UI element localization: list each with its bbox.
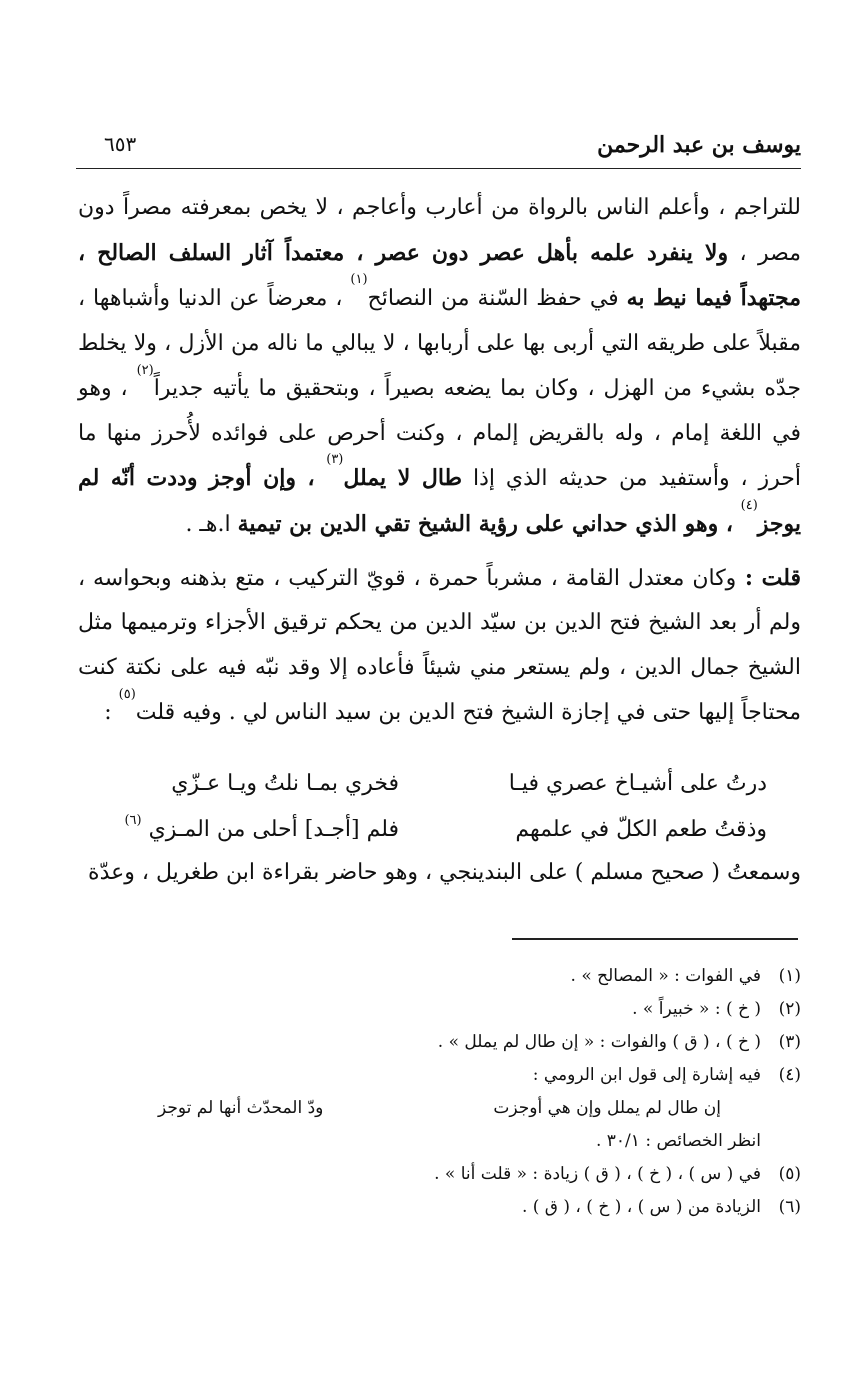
footnote-reference: انظر الخصائص : ٣٠/١ . — [595, 1131, 761, 1151]
footnote-text: في الفوات : « المصالح » . — [570, 966, 761, 986]
bold-text: قلت : — [736, 564, 801, 591]
text-run: ، معرضاً عن الدنيا وأشباهها ، مقبلاً على طريقه التي أربى بها على أربابها ، لا يبالي ما ناله من الأزل ، ولا يخلط جدّه بشيء من الهزل ، وكان بما يضعه بصيراً ، وبتحقيق ما يأتيه جديراً — [78, 286, 802, 401]
footnote-continuation — [78, 1125, 801, 1158]
footnote — [78, 960, 801, 993]
text-run: : — [104, 699, 119, 725]
footnote-separator — [512, 938, 798, 940]
footnote-marker: (٦) — [124, 812, 142, 828]
footnotes — [78, 960, 801, 1224]
footnote-number: (٤) — [778, 1065, 801, 1085]
bold-text: طال لا يملل — [343, 465, 463, 492]
footnote-text: الزيادة من ( س ) ، ( خ ) ، ( ق ) . — [521, 1197, 761, 1217]
footnote-number: (١) — [778, 966, 801, 986]
footnote-marker: (٣) — [326, 452, 344, 468]
footnote-marker: (١) — [350, 272, 368, 288]
footnote-verse-second: ودّ المحدّث أنها لم توجز — [158, 1098, 324, 1118]
footnote-text: فيه إشارة إلى قول ابن الرومي : — [532, 1065, 761, 1085]
poem — [110, 760, 767, 852]
footnote — [78, 1158, 801, 1191]
footnote — [78, 1059, 801, 1092]
text-run: في حفظ السّنة من النصائح — [367, 286, 627, 312]
poem-verse — [110, 760, 767, 806]
verse-text: فلم [أجـد] أحلى من المـزي — [148, 816, 400, 842]
footnote — [78, 1191, 801, 1224]
footnote-marker: (٢) — [136, 362, 154, 378]
text-run: ، وهو في اللغة إمام ، وله بالقريض إلمام ، وكنت أحرص على فوائده لأُحرز منها ما أحرز ، وأستفيد من حديثه الذي إذا — [78, 375, 801, 492]
text-run: وكان معتدل القامة ، مشرباً حمرة ، قويّ التركيب ، متع بذهنه وبحواسه ، ولم أر بعد الشيخ فتح الدين بن سيّد الدين من يحكم ترقيق الأجزاء وترميمها مثل الشيخ جمال الدين ، ولم يستعر مني شيئاً فأعاده إلا وقد نبّه فيه على نكتة كنت محتاجاً إليها حتى في إجازة الشيخ فتح الدين بن سيد الناس لي . وفيه قلت — [78, 565, 801, 725]
footnote — [78, 1026, 801, 1059]
text-run: ا.هـ . — [185, 511, 238, 537]
footnote-verse-first: إن طال لم يملل وإن هي أوجزت — [493, 1098, 721, 1118]
running-title: يوسف بن عبد الرحمن — [597, 132, 801, 158]
footnote-number: (٣) — [778, 1032, 801, 1052]
footnote-text: في ( س ) ، ( خ ) ، ( ق ) زيادة : « قلت أنا » . — [434, 1164, 761, 1184]
paragraph — [78, 556, 801, 736]
running-header — [76, 128, 801, 169]
bold-text: ، وإن أوجز وددت أنّه لم يوجز — [78, 465, 801, 537]
verse-second-hemistich: فخري بمـا نلتُ ويـا عـزّي — [171, 770, 400, 796]
text-run: للتراجم ، وأعلم الناس بالرواة من أعارب وأعاجم ، لا يخص بمعرفته مصراً دون مصر ، — [78, 195, 801, 266]
footnote-text: ( خ ) ، ( ق ) والفوات : « إن طال لم يملل » . — [437, 1032, 761, 1052]
footnote-number: (٥) — [778, 1164, 801, 1184]
footnote-number: (٦) — [778, 1197, 801, 1217]
poem-verse — [110, 806, 767, 852]
main-text — [78, 186, 801, 735]
page-number: ٦٥٣ — [104, 132, 137, 156]
footnote — [78, 993, 801, 1026]
verse-second-hemistich — [110, 812, 400, 842]
footnote-number: (٢) — [778, 999, 801, 1019]
verse-first-hemistich: وذقتُ طعم الكلّ في علمهم — [515, 816, 767, 842]
footnote-verse — [158, 1092, 721, 1125]
bold-text: ، وهو الذي حداني على رؤية الشيخ تقي الدين بن تيمية — [237, 510, 741, 537]
footnote-marker: (٥) — [118, 686, 136, 702]
bold-text: ولا ينفرد علمه بأهل عصر دون عصر ، معتمداً آثار السلف الصالح ، مجتهداً فيما نيط به — [78, 239, 802, 312]
footnote-text: ( خ ) : « خبيراً » . — [632, 999, 761, 1019]
paragraph — [78, 186, 801, 548]
verse-first-hemistich: درتُ على أشيـاخ عصري فيـا — [508, 770, 767, 796]
footnote-marker: (٤) — [740, 497, 758, 513]
paragraph-continuation: وسمعتُ ( صحيح مسلم ) على البندينجي ، وهو حاضر بقراءة ابن طغريل ، وعدّة — [88, 860, 801, 885]
